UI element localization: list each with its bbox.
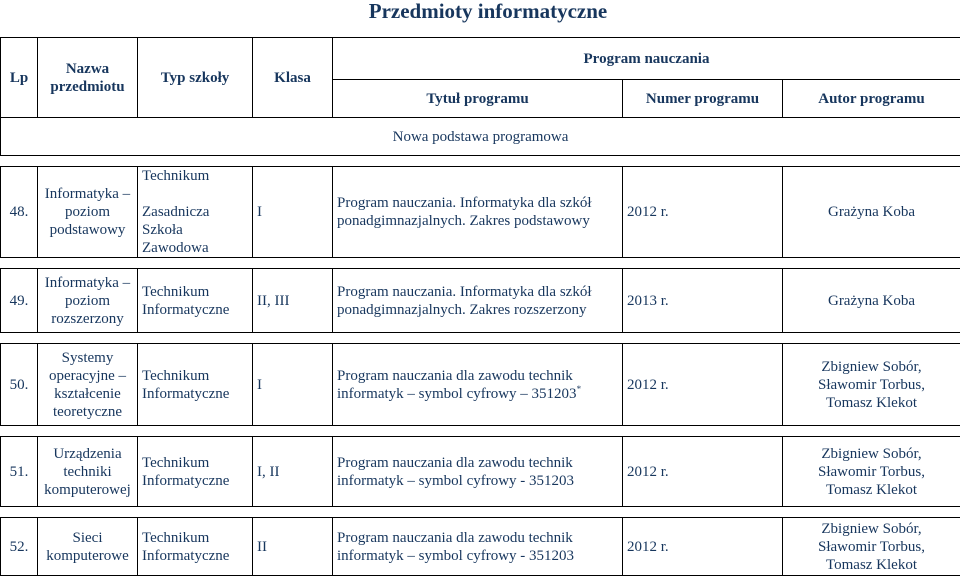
- program-author-line: Grażyna Koba: [827, 204, 916, 220]
- header-curriculum: Program nauczania: [333, 38, 960, 80]
- header-program-title: Tytuł programu: [333, 80, 623, 118]
- program-author-line: Sławomir Torbus,: [818, 463, 926, 480]
- row-lp: 49.: [1, 269, 38, 333]
- subject-name-line: rozszerzony: [51, 310, 124, 327]
- row-spacer: [1, 258, 960, 269]
- program-author-line: Zbigniew Sobór,: [821, 520, 922, 537]
- table-row: [1, 344, 960, 426]
- school-type-line: Technikum: [142, 283, 210, 300]
- school-type-line: Informatyczne: [142, 547, 230, 564]
- header-lp: Lp: [1, 38, 38, 118]
- header-program-number: Numer programu: [623, 80, 783, 118]
- program-author-line: Tomasz Klekot: [826, 481, 918, 498]
- table-row: [1, 167, 960, 258]
- program-author-line: Tomasz Klekot: [826, 394, 918, 411]
- row-program-number: 2012 r.: [623, 344, 783, 426]
- subject-name-line: podstawowy: [49, 222, 126, 238]
- header-row-1: [1, 38, 960, 80]
- table-body: [1, 156, 960, 576]
- subject-name-line: poziom: [65, 292, 110, 309]
- header-class: Klasa: [253, 38, 333, 118]
- row-spacer: [1, 426, 960, 437]
- program-author-line: Zbigniew Sobór,: [821, 445, 922, 462]
- section-row: [1, 118, 960, 156]
- program-author-line: Sławomir Torbus,: [818, 376, 926, 393]
- row-program-author: [783, 167, 960, 258]
- row-lp: 52.: [1, 518, 38, 576]
- row-spacer: [1, 156, 960, 167]
- row-subject-name: [38, 437, 138, 507]
- row-program-author: [783, 518, 960, 576]
- subject-name-line: Urządzenia: [53, 445, 122, 462]
- subject-name-line: poziom: [65, 204, 110, 220]
- subject-name-line: komputerowej: [44, 481, 131, 498]
- row-program-title: [333, 437, 623, 507]
- program-title-line: informatyk – symbol cyfrowy - 351203: [337, 547, 575, 564]
- row-spacer-cell: [1, 426, 960, 437]
- subject-name-line: Informatyka –: [44, 186, 131, 202]
- program-title-line: ponadgimnazjalnych. Zakres podstawowy: [337, 213, 590, 229]
- row-subject-name: [38, 269, 138, 333]
- header-school-type: Typ szkoły: [138, 38, 253, 118]
- program-author-line: Grażyna Koba: [827, 292, 916, 309]
- row-program-author: [783, 344, 960, 426]
- row-program-number: 2013 r.: [623, 269, 783, 333]
- table-row: [1, 437, 960, 507]
- subject-name-line: operacyjne –: [48, 367, 127, 384]
- row-spacer-cell: [1, 333, 960, 344]
- subject-name-line: teoretyczne: [52, 403, 123, 420]
- row-spacer-cell: [1, 258, 960, 269]
- program-title-line: Program nauczania dla zawodu technik: [337, 529, 573, 546]
- school-type-line: Technikum: [142, 367, 210, 384]
- row-program-number: 2012 r.: [623, 518, 783, 576]
- row-school-type: [138, 344, 253, 426]
- row-school-type: [138, 518, 253, 576]
- program-author-line: Zbigniew Sobór,: [821, 358, 922, 375]
- row-subject-name: [38, 167, 138, 258]
- subject-name-line: Sieci: [72, 529, 103, 546]
- school-type-line: Zawodowa: [142, 240, 209, 256]
- subject-name-line: techniki: [63, 463, 112, 480]
- school-type-line: Informatyczne: [142, 472, 230, 489]
- row-spacer-cell: [1, 507, 960, 518]
- row-spacer-cell: [1, 156, 960, 167]
- program-title-line: Program nauczania. Informatyka dla szkół: [337, 283, 592, 300]
- program-title-line: informatyk – symbol cyfrowy – 351203*: [337, 383, 582, 402]
- row-spacer: [1, 333, 960, 344]
- header-subject-name: Nazwa przedmiotu: [38, 38, 138, 118]
- row-program-number: 2012 r.: [623, 437, 783, 507]
- row-program-number: 2012 r.: [623, 167, 783, 258]
- school-type-line: Informatyczne: [142, 301, 230, 318]
- row-subject-name: [38, 518, 138, 576]
- row-subject-name: [38, 344, 138, 426]
- subjects-table: [0, 37, 960, 576]
- program-title-line: Program nauczania dla zawodu technik: [337, 367, 573, 384]
- row-lp: 50.: [1, 344, 38, 426]
- section-label: Nowa podstawa programowa: [1, 118, 960, 156]
- row-lp: 48.: [1, 167, 38, 258]
- program-title-line: Program nauczania. Informatyka dla szkół: [337, 195, 592, 211]
- subject-name-line: Systemy: [61, 349, 114, 366]
- row-program-author: [783, 437, 960, 507]
- table-row: [1, 269, 960, 333]
- row-class: I: [253, 344, 333, 426]
- program-title-line: Program nauczania dla zawodu technik: [337, 454, 573, 471]
- school-type-line: [142, 185, 248, 203]
- row-program-title: [333, 167, 623, 258]
- table-row: [1, 518, 960, 576]
- school-type-line: Informatyczne: [142, 385, 230, 402]
- subject-name-line: komputerowe: [46, 547, 129, 564]
- row-class: II: [253, 518, 333, 576]
- program-author-line: Tomasz Klekot: [826, 556, 918, 573]
- page-title: Przedmioty informatyczne: [368, 0, 608, 23]
- school-type-line: Technikum: [142, 454, 210, 471]
- row-lp: 51.: [1, 437, 38, 507]
- program-title-line: informatyk – symbol cyfrowy - 351203: [337, 472, 575, 489]
- row-school-type: [138, 269, 253, 333]
- row-program-title: [333, 269, 623, 333]
- row-class: I, II: [253, 437, 333, 507]
- program-title-line: ponadgimnazjalnych. Zakres rozszerzony: [337, 301, 587, 318]
- header-program-author: Autor programu: [783, 80, 960, 118]
- subject-name-line: Informatyka –: [44, 274, 131, 291]
- row-school-type: [138, 167, 253, 258]
- row-program-author: [783, 269, 960, 333]
- row-class: I: [253, 167, 333, 258]
- footnote-marker: *: [576, 383, 582, 394]
- row-spacer: [1, 507, 960, 518]
- school-type-line: Zasadnicza Szkoła: [142, 204, 210, 238]
- row-school-type: [138, 437, 253, 507]
- school-type-line: Technikum: [142, 529, 210, 546]
- row-program-title: [333, 518, 623, 576]
- row-program-title: [333, 344, 623, 426]
- program-author-line: Sławomir Torbus,: [818, 538, 926, 555]
- subject-name-line: kształcenie: [54, 385, 121, 402]
- school-type-line: Technikum: [142, 168, 210, 184]
- row-class: II, III: [253, 269, 333, 333]
